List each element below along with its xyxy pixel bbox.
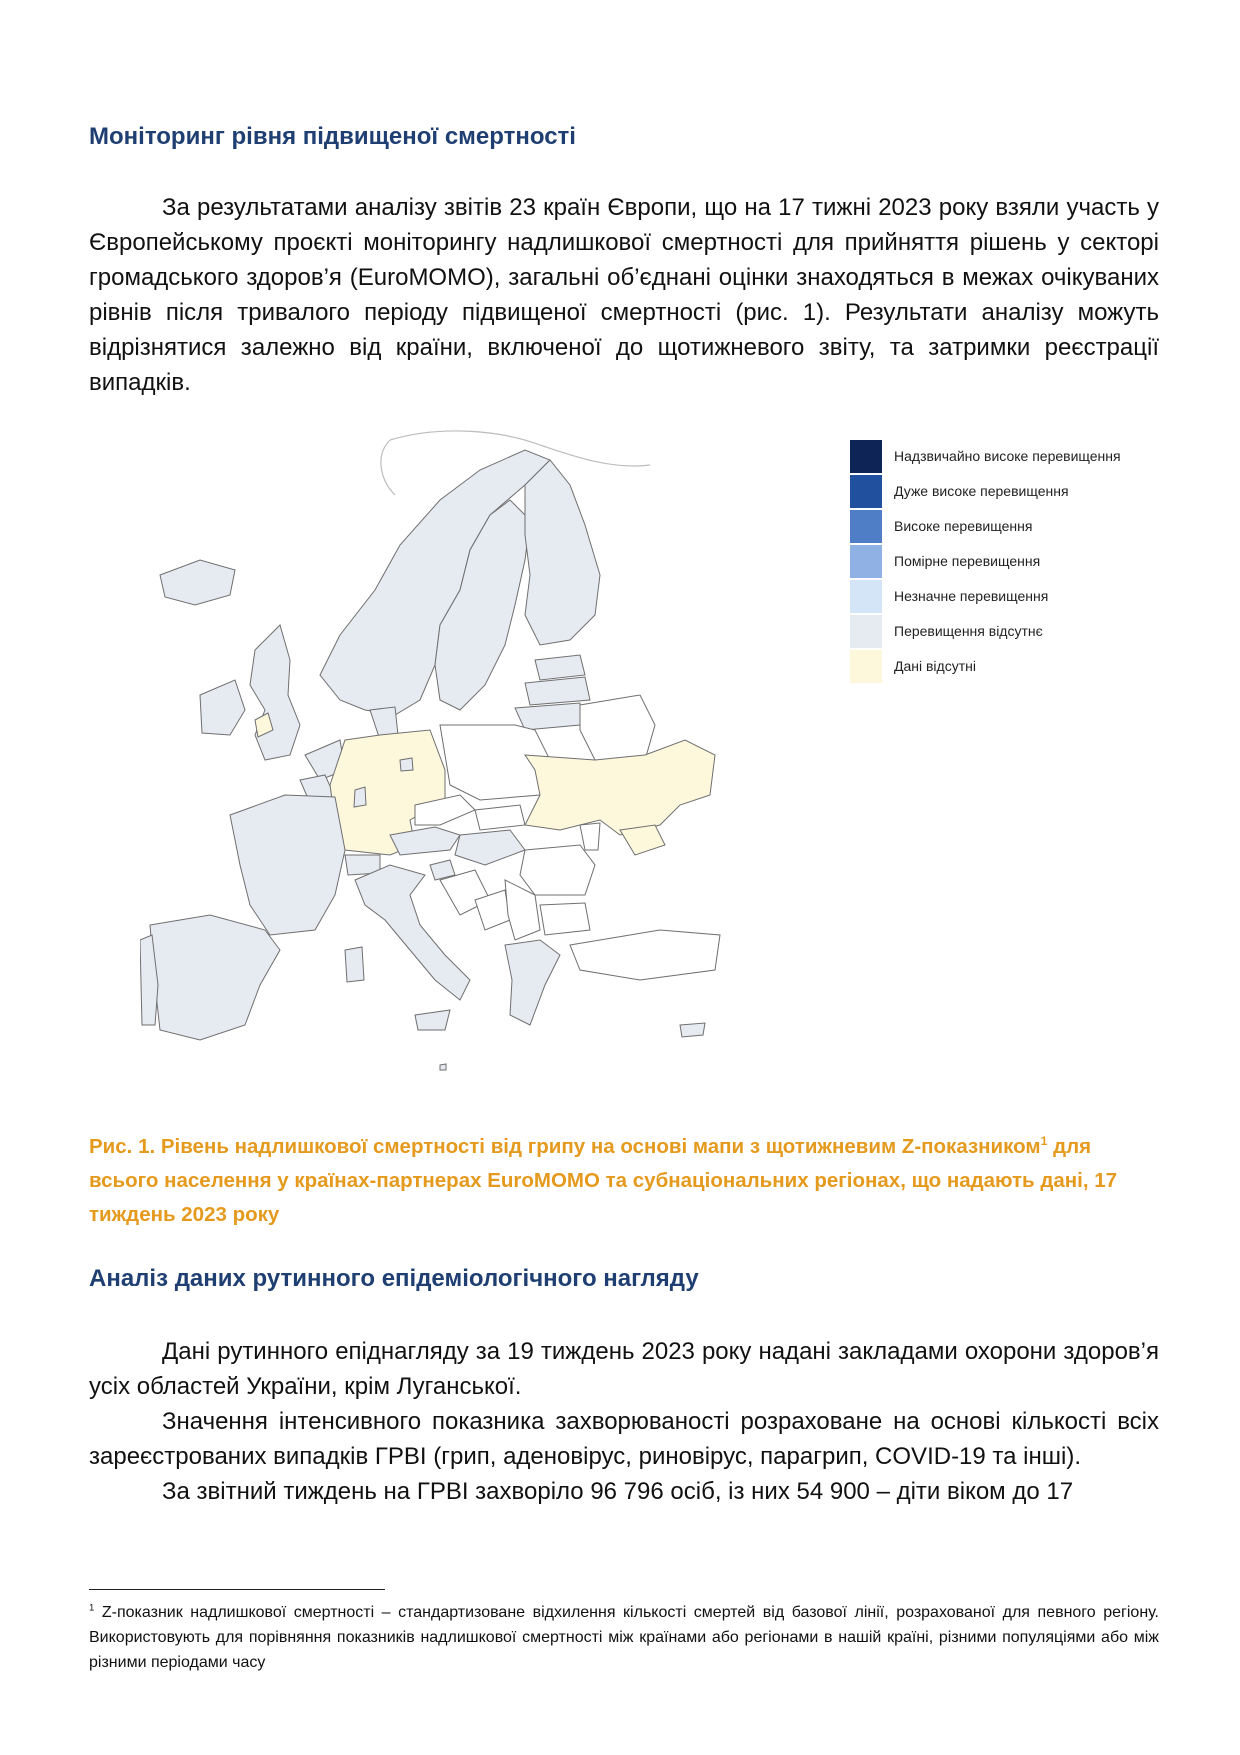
country-romania [520, 845, 595, 895]
europe-map-svg [140, 425, 810, 1130]
legend-item [850, 440, 1190, 475]
legend-label: Дані відсутні [894, 658, 976, 674]
country-cyprus [680, 1023, 705, 1037]
legend-swatch [850, 580, 882, 613]
paragraph-mortality-text: За результатами аналізу звітів 23 країн Європи, що на 17 тижні 2023 року взяли участь у Європейському проєкті моніторингу надлишкової смертності для прийняття рішень у секторі громадського здоров’я (EuroMOMO), загальні об’єднані оцінки знаходяться в межах очікуваних рівнів після тривалого періоду підвищеної смертності (рис. 1). Результати аналізу можуть відрізнятися залежно від країни, включеної до щотижневого звіту, та затримки реєстрації випадків. [89, 194, 1159, 396]
section-heading-routine-surveillance: Аналіз даних рутинного епідеміологічного нагляду [89, 1265, 699, 1292]
country-latvia [525, 677, 590, 705]
country-great-britain [250, 625, 300, 760]
section-heading-mortality: Моніторинг рівня підвищеної смертності [89, 123, 576, 150]
paragraph-routine-surveillance [89, 1334, 1159, 1509]
country-lithuania [515, 703, 580, 730]
legend-label: Помірне перевищення [894, 553, 1041, 569]
legend-label: Перевищення відсутнє [894, 623, 1043, 639]
paragraph-data-sources: Дані рутинного епіднагляду за 19 тиждень 2023 року надані закладами охорони здоров’я усіх областей України, крім Луганської. [89, 1338, 1159, 1400]
legend-swatch [850, 475, 882, 508]
legend-item [850, 545, 1190, 580]
paragraph-weekly-cases: За звітний тиждень на ГРВІ захворіло 96 796 осіб, із них 54 900 – діти віком до 17 [162, 1478, 1074, 1505]
country-moldova [580, 823, 600, 850]
legend-label: Незначне перевищення [894, 588, 1049, 604]
country-ireland [200, 680, 245, 735]
legend-swatch [850, 440, 882, 473]
country-slovakia [475, 805, 525, 830]
footnote-marker: 1 [89, 1602, 95, 1614]
legend-swatch [850, 510, 882, 543]
country-finland [525, 460, 600, 645]
figure-caption [89, 1130, 1159, 1232]
country-bulgaria [540, 903, 590, 935]
country-hungary [455, 830, 525, 865]
legend-swatch [850, 650, 882, 683]
paragraph-intensity-indicator: Значення інтенсивного показника захворюваності розраховане на основі кількості всіх зареєстрованих випадків ГРВІ (грип, аденовірус, риновірус, парагрип, COVID-19 та інші). [89, 1408, 1159, 1470]
country-spain [150, 915, 280, 1040]
europe-map [140, 425, 810, 1130]
region-berlin [400, 758, 413, 771]
legend-label: Надзвичайно високе перевищення [894, 448, 1121, 464]
footnote [89, 1600, 1159, 1675]
legend-item [850, 650, 1190, 685]
island-sardinia [345, 947, 364, 982]
legend-item [850, 615, 1190, 650]
caption-main: Рис. 1. Рівень надлишкової смертності від грипу на основі мапи з щотижневим Z-показником [89, 1135, 1041, 1158]
country-greece [505, 940, 560, 1025]
country-malta [440, 1064, 446, 1070]
legend-swatch [850, 615, 882, 648]
caption-rest: для всього населення у країнах-партнерах EuroMOMO та субнаціональних регіонах, що надають дані, 17 тиждень 2023 року [89, 1135, 1118, 1226]
legend-item [850, 580, 1190, 615]
country-turkey [570, 930, 720, 980]
caption-footnote-marker: 1 [1040, 1134, 1048, 1149]
island-sicily [415, 1010, 450, 1030]
country-belarus [580, 695, 655, 760]
legend-item [850, 510, 1190, 545]
footnote-text: Z-показник надлишкової смертності – стандартизоване відхилення кількості смертей від базової лінії, розрахованої для певного регіону. Використовують для порівняння показників надлишкової смертності між країнами або регіонами в нашій країні, різними популяціями або між різними періодами часу [89, 1604, 1159, 1671]
map-countries [140, 450, 720, 1070]
region-crimea [620, 825, 665, 855]
legend-swatch [850, 545, 882, 578]
legend-label: Дуже високе перевищення [894, 483, 1069, 499]
paragraph-mortality [89, 190, 1159, 400]
legend-label: Високе перевищення [894, 518, 1033, 534]
country-france [230, 795, 345, 935]
map-legend [850, 440, 1190, 685]
legend-item [850, 475, 1190, 510]
country-estonia [535, 655, 585, 680]
footnote-separator [89, 1589, 385, 1590]
region-germany-enclave [354, 787, 366, 807]
country-iceland [160, 560, 235, 605]
